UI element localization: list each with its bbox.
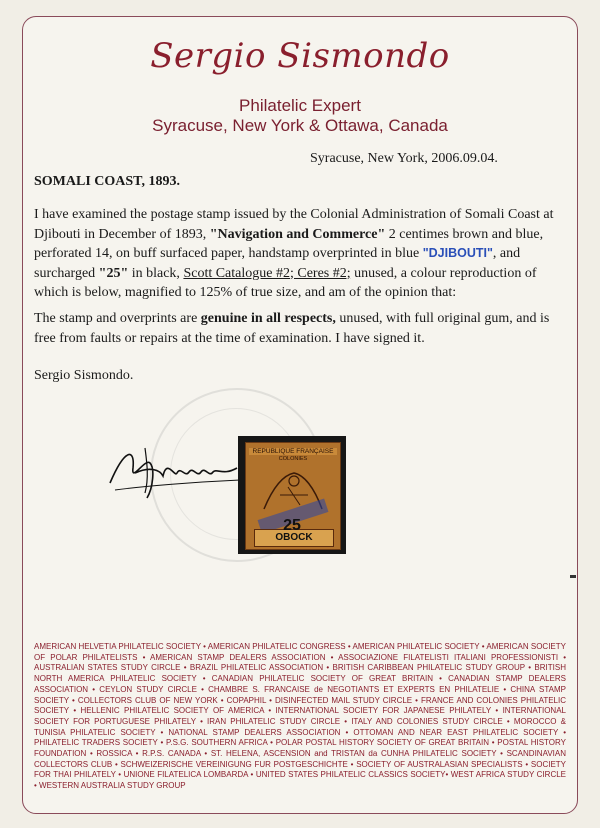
- p1-overprint: "DJIBOUTI": [422, 246, 493, 260]
- stamp-sub-text: COLONIES: [278, 456, 308, 462]
- stamp-reproduction: [238, 436, 346, 554]
- society-memberships: AMERICAN HELVETIA PHILATELIC SOCIETY • AMERICAN PHILATELIC CONGRESS • AMERICAN PHILATELIC SOCIETY • AMERICAN SOCIETY OF POLAR PHILATELISTS • AMERICAN STAMP DEALERS ASSOCIATION • ASSOCIAZIONE FILATELISTI ITALIANI PROFESSIONISTI • AUSTRALIAN STATES STUDY CIRCLE • BRAZIL PHILATELIC ASSOCIATION • BRITISH CARIBBEAN PHILATELIC STUDY GROUP • BRITISH NORTH AMERICA PHILATELIC SOCIETY • CANADIAN PHILATELIC SOCIETY OF GREAT BRITAIN • CANADIAN STAMP DEALERS ASSOCIATION • CEYLON STUDY CIRCLE • CHAMBRE S. FRANCAISE de NEGOTIANTS ET EXPERTS EN PHILATELIE • CHINA STAMP SOCIETY • COLLECTORS CLUB OF NEW YORK • COPAPHIL • DISINFECTED MAIL STUDY CIRCLE • FRANCE AND COLONIES PHILATELIC SOCIETY • HELLENIC PHILATELIC SOCIETY OF AMERICA • INTERNATIONAL SOCIETY FOR JAPANESE PHILATELY • INTERNATIONAL SOCIETY FOR PORTUGUESE PHILATELY • IRAN PHILATELIC STUDY CIRCLE • ITALY AND COLONIES STUDY CIRCLE • MOROCCO & TUNISIA PHILATELIC SOCIETY • NATIONAL STAMP DEALERS ASSOCIATION • OTTOMAN AND NEAR EAST PHILATELIC SOCIETY • PHILATELIC TRADERS SOCIETY • P.S.G. SOUTHERN AFRICA • POLAR POSTAL HISTORY SOCIETY OF GREAT BRITAIN • POSTAL HISTORY FOUNDATION • ROSSICA • R.P.S. CANADA • ST. HELENA, ASCENSION and TRISTAN da CUNHA PHILATELIC SOCIETY • SCANDINAVIAN COLLECTORS CLUB • SCHWEIZERISCHE VEREINIGUNG FUR POSTGESCHICHTE • SOCIETY OF AUSTRALASIAN SPECIALISTS • SOCIETY FOR THAI PHILATELY • UNIONE FILATELICA LOMBARDA • UNITED STATES PHILATELIC CLASSICS SOCIETY• WEST AFRICA STUDY CIRCLE • WESTERN AUSTRALIA STUDY GROUP: [34, 642, 566, 791]
- expert-title: Philatelic Expert: [239, 96, 361, 115]
- stamp-design: [245, 442, 341, 550]
- p1-surcharge: "25": [98, 265, 129, 281]
- p2-genuine: genuine in all respects,: [200, 311, 336, 326]
- fold-mark: [570, 575, 576, 578]
- opinion-paragraph: [34, 309, 566, 348]
- p1-text-2: 2 centimes brown and blue, perforated 14, on buff surfaced paper, handstamp overprinted in blue: [34, 226, 544, 261]
- p1-catalogue: Scott Catalogue #2; Ceres #2;: [183, 265, 351, 281]
- p1-text-3: , and surcharged: [34, 246, 521, 281]
- p1-design-name: "Navigation and Commerce": [209, 226, 386, 242]
- signoff-name: Sergio Sismondo.: [34, 368, 134, 383]
- handwritten-signature: [105, 428, 245, 508]
- expert-name: Sergio Sismondo: [150, 36, 450, 76]
- stamp-top-text: REPUBLIQUE FRANÇAISE: [249, 448, 337, 455]
- p1-text-5: unused, a colour reproduction of which is below, magnified to 125% of true size, and am of the opinion that:: [34, 265, 537, 300]
- p1-text-1: I have examined the postage stamp issued by the Colonial Administration of Somali Coast at Djibouti in December of 1893,: [34, 207, 554, 242]
- expert-locations: Syracuse, New York & Ottawa, Canada: [152, 116, 448, 135]
- p2-text-2: unused, with full original gum, and is free from faults or repairs at the time of examination. I have signed it.: [34, 311, 550, 346]
- p2-text-1: The stamp and overprints are: [34, 311, 201, 326]
- stamp-bottom-tablet: OBOCK: [254, 529, 334, 547]
- p1-text-4: in black,: [128, 265, 184, 281]
- dateline: Syracuse, New York, 2006.09.04.: [310, 151, 498, 166]
- stamp-surcharge-value: 25: [283, 517, 301, 534]
- examination-paragraph: [34, 205, 566, 303]
- certificate-heading: SOMALI COAST, 1893.: [34, 174, 180, 189]
